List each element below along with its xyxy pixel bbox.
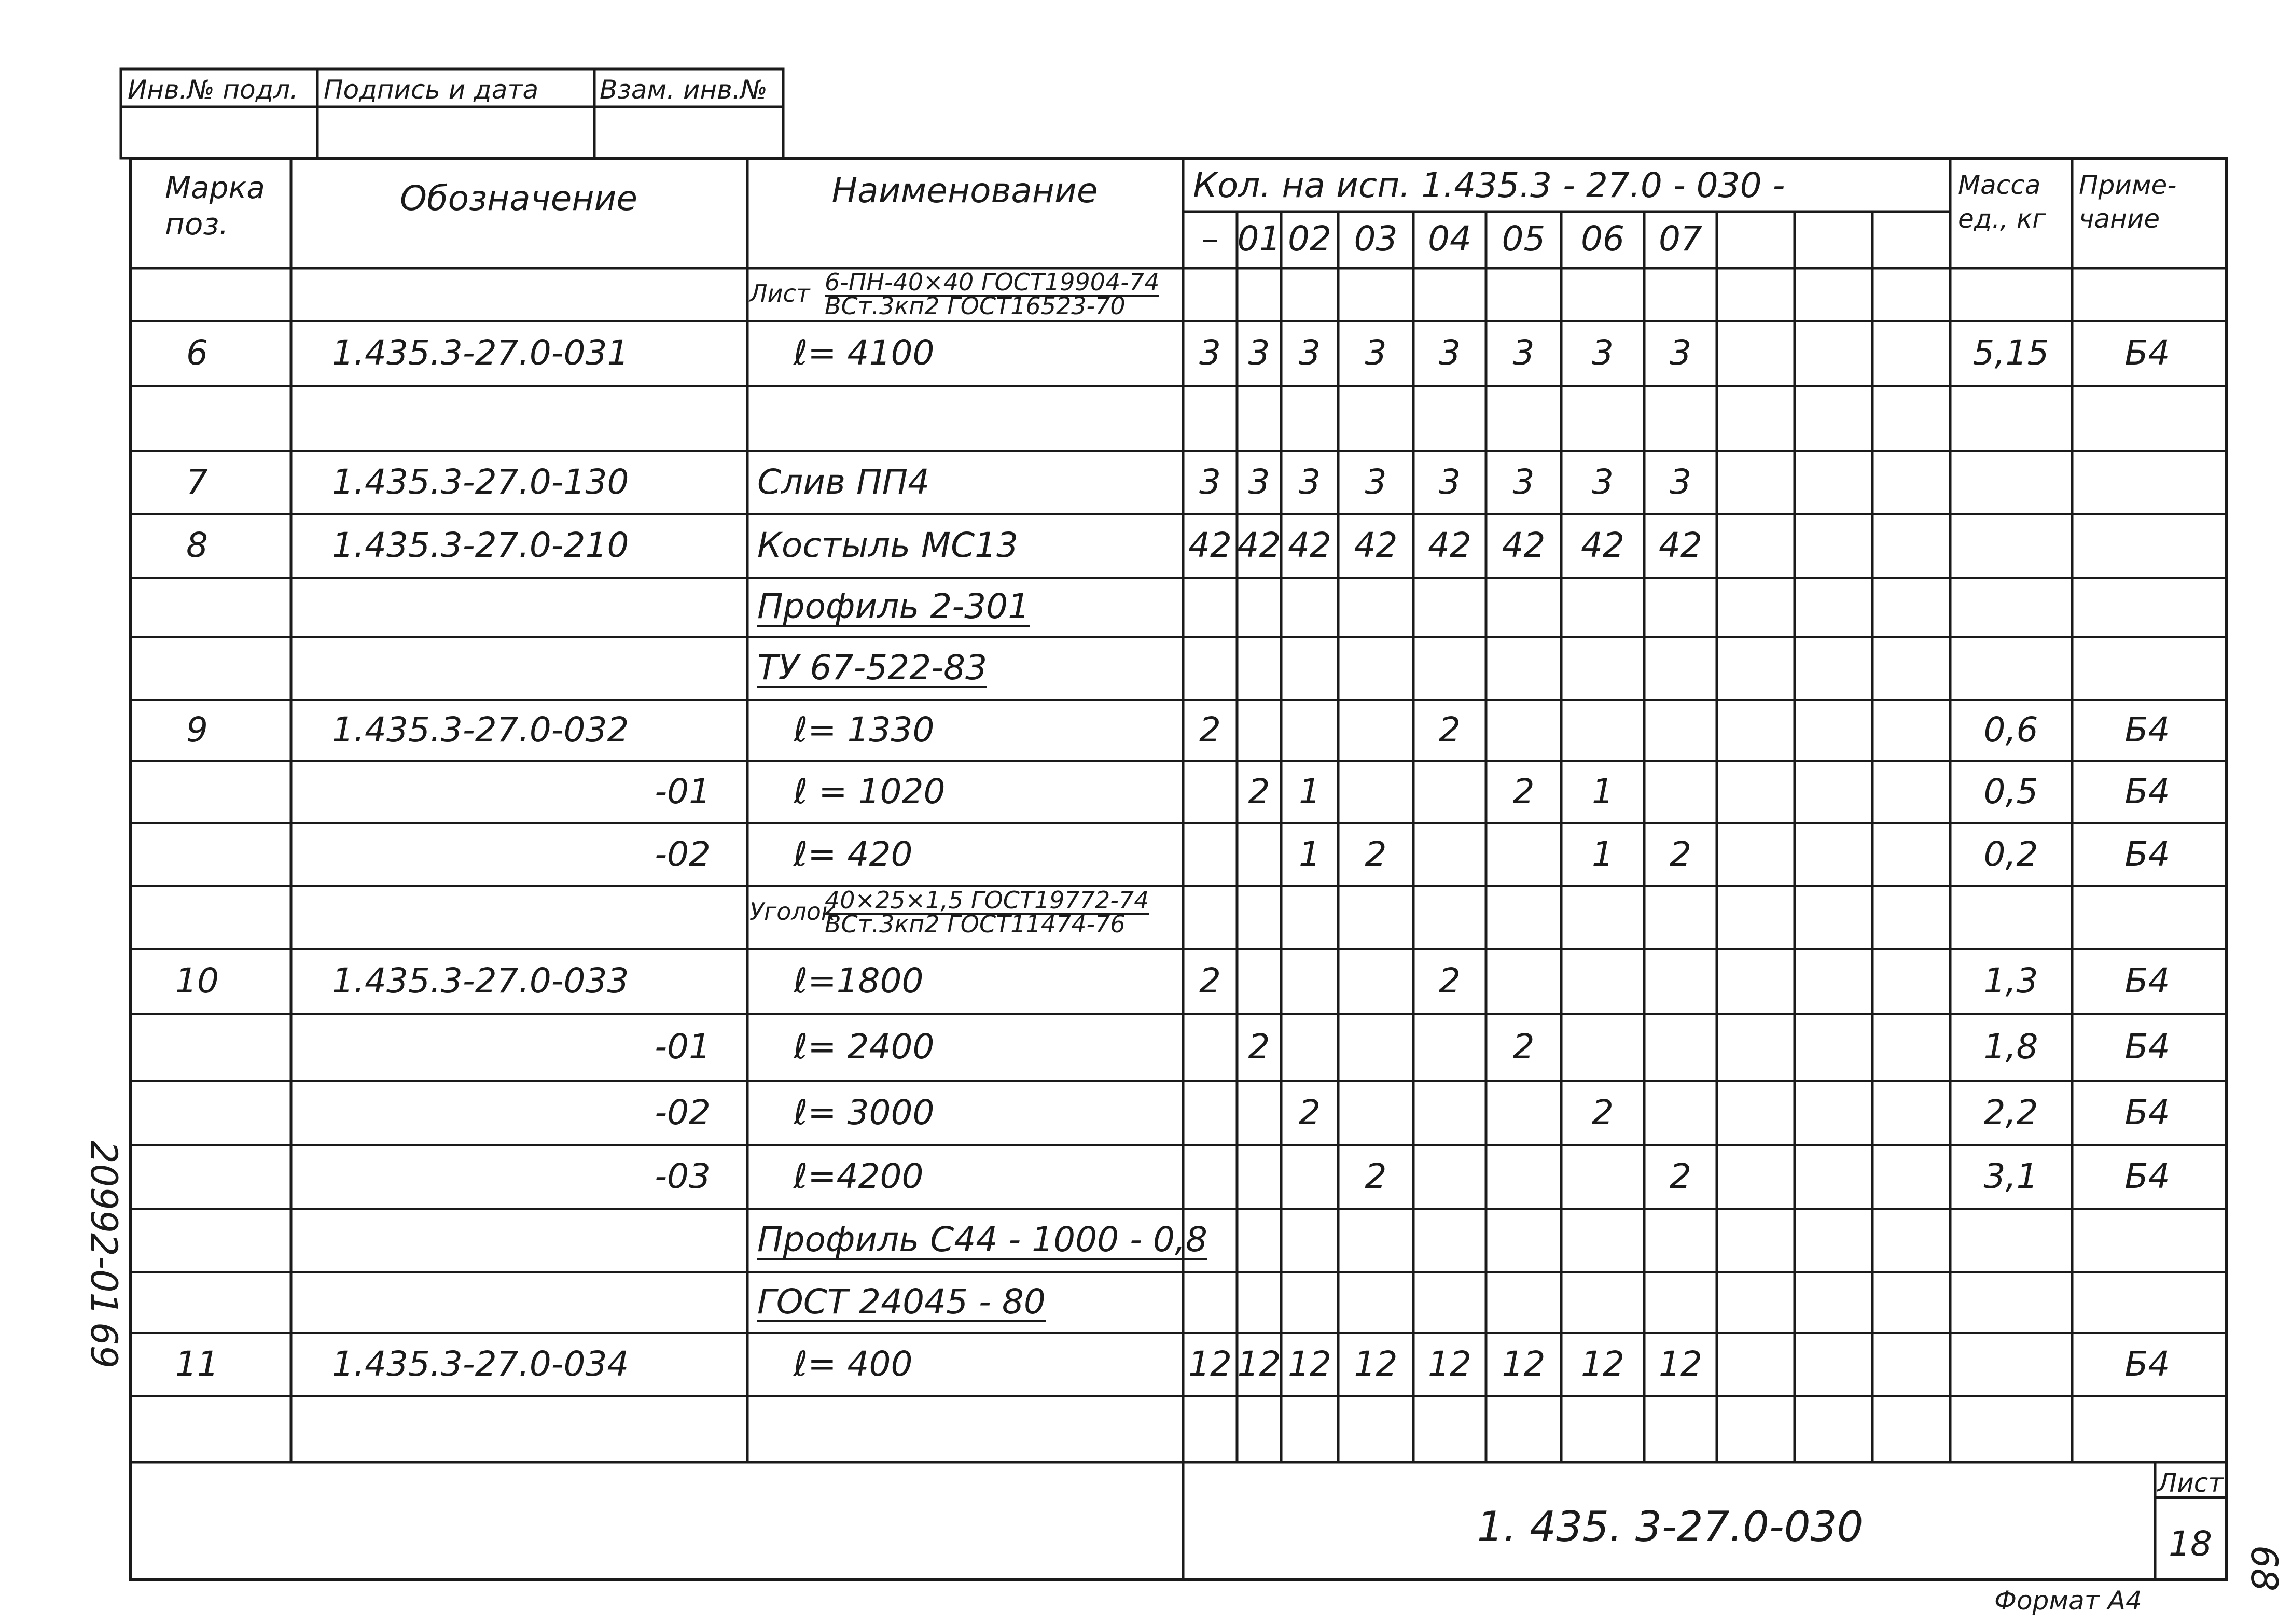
cell-qty: 42 <box>1502 525 1546 565</box>
cell-qty: 42 <box>1428 525 1471 565</box>
cell-mass: 0,5 <box>1983 772 2038 811</box>
variant-header: 07 <box>1659 219 1702 259</box>
cell-qty: 3 <box>1670 333 1691 373</box>
header-designation: Обозначение <box>400 178 637 218</box>
cell-qty: 2 <box>1248 1027 1270 1067</box>
cell-qty: 12 <box>1288 1343 1331 1384</box>
cell-note: Б4 <box>2124 1156 2170 1196</box>
cell-designation: 1.435.3-27.0-130 <box>332 461 629 502</box>
cell-qty: 3 <box>1365 461 1387 502</box>
cell-qty: 3 <box>1512 461 1535 502</box>
cell-name: ℓ= 4100 <box>794 333 935 373</box>
cell-note: Б4 <box>2124 1343 2170 1384</box>
cell-name: Слив ПП4 <box>757 461 930 502</box>
cell-name: ℓ= 420 <box>794 834 913 874</box>
header-note: Приме- чание <box>2079 170 2177 234</box>
header-mass: Масса ед., кг <box>1958 170 2046 234</box>
cell-designation: 1.435.3-27.0-032 <box>332 710 629 750</box>
cell-designation: -03 <box>655 1156 711 1196</box>
cell-mass: 3,1 <box>1983 1156 2038 1196</box>
cell-qty: 2 <box>1512 1027 1535 1067</box>
cell-qty: 3 <box>1299 333 1321 373</box>
cell-designation: 1.435.3-27.0-031 <box>332 333 629 373</box>
cell-mass: 0,6 <box>1983 710 2038 750</box>
cell-material-prefix: Уголок <box>749 898 836 926</box>
cell-name: ℓ= 1330 <box>794 710 935 750</box>
variant-header: 05 <box>1502 219 1546 259</box>
cell-qty: 3 <box>1199 333 1221 373</box>
cell-position: 8 <box>186 525 208 565</box>
cell-designation: -02 <box>655 1093 711 1132</box>
variant-header: 02 <box>1288 219 1331 259</box>
variant-header: 04 <box>1428 219 1471 259</box>
variant-header: 06 <box>1581 219 1624 259</box>
cell-designation: -01 <box>655 772 711 811</box>
side-number: 20992-01 <box>82 1141 125 1316</box>
side-page-number: 69 <box>82 1322 125 1369</box>
stamp-inv2-label: Взам. инв.№ <box>600 75 768 105</box>
cell-material-line1: 40×25×1,5 ГОСТ19772-74 <box>825 886 1149 914</box>
sheet-number: 18 <box>2169 1524 2212 1564</box>
cell-qty: 2 <box>1299 1093 1321 1132</box>
cell-qty: 3 <box>1439 461 1461 502</box>
cell-material-line1: 6-ПН-40×40 ГОСТ19904-74 <box>825 268 1160 296</box>
header-name: Наименование <box>831 171 1098 211</box>
cell-qty: 3 <box>1299 461 1321 502</box>
cell-qty: 3 <box>1670 461 1691 502</box>
cell-note: Б4 <box>2124 1027 2170 1067</box>
cell-position: 7 <box>186 461 208 502</box>
cell-qty: 1 <box>1592 772 1614 811</box>
cell-qty: 3 <box>1365 333 1387 373</box>
cell-qty: 2 <box>1365 834 1387 874</box>
cell-name: ГОСТ 24045 - 80 <box>757 1282 1046 1322</box>
cell-qty: 1 <box>1299 834 1321 874</box>
cell-note: Б4 <box>2124 710 2170 750</box>
cell-qty: 42 <box>1581 525 1624 565</box>
cell-name: Профиль С44 - 1000 - 0,8 <box>757 1220 1207 1259</box>
cell-position: 9 <box>186 710 208 750</box>
variant-header: 03 <box>1354 219 1398 259</box>
header-mark: Марка поз. <box>165 170 265 242</box>
cell-qty: 12 <box>1502 1343 1546 1384</box>
cell-qty: 12 <box>1237 1343 1281 1384</box>
cell-qty: 3 <box>1248 333 1270 373</box>
cell-designation: 1.435.3-27.0-210 <box>332 525 629 565</box>
cell-qty: 12 <box>1428 1343 1471 1384</box>
cell-qty: 42 <box>1354 525 1398 565</box>
sheet-label: Лист <box>2157 1468 2224 1498</box>
cell-name: ТУ 67-522-83 <box>757 648 988 688</box>
cell-position: 10 <box>175 960 219 1001</box>
cell-material-line2: ВСт.3кп2 ГОСТ16523-70 <box>825 292 1126 320</box>
cell-qty: 2 <box>1365 1156 1387 1196</box>
format-label: Формат А4 <box>1994 1586 2142 1616</box>
cell-designation: 1.435.3-27.0-034 <box>332 1343 629 1384</box>
cell-qty: 42 <box>1659 525 1702 565</box>
cell-material-prefix: Лист <box>749 279 810 307</box>
cell-qty: 12 <box>1354 1343 1398 1384</box>
cell-name: Костыль МС13 <box>757 525 1019 565</box>
title-designation: 1. 435. 3-27.0-030 <box>1477 1503 1864 1551</box>
cell-name: ℓ= 2400 <box>794 1027 935 1067</box>
cell-qty: 2 <box>1670 1156 1691 1196</box>
cell-qty: 42 <box>1188 525 1232 565</box>
cell-qty: 2 <box>1439 710 1461 750</box>
stamp-inv-label: Инв.№ подл. <box>128 75 299 105</box>
cell-qty: 12 <box>1659 1343 1702 1384</box>
cell-qty: 3 <box>1199 461 1221 502</box>
cell-designation: -01 <box>655 1027 711 1067</box>
variant-header: 01 <box>1237 219 1281 259</box>
cell-qty: 1 <box>1592 834 1614 874</box>
cell-note: Б4 <box>2124 772 2170 811</box>
cell-name: ℓ= 400 <box>794 1343 913 1384</box>
cell-qty: 3 <box>1439 333 1461 373</box>
cell-qty: 42 <box>1237 525 1281 565</box>
cell-qty: 2 <box>1670 834 1691 874</box>
stamp-sign-label: Подпись и дата <box>324 75 539 105</box>
cell-mass: 5,15 <box>1972 333 2049 373</box>
variant-header: – <box>1201 219 1219 259</box>
cell-note: Б4 <box>2124 333 2170 373</box>
cell-note: Б4 <box>2124 960 2170 1001</box>
cell-qty: 3 <box>1248 461 1270 502</box>
cell-designation: -02 <box>655 834 711 874</box>
cell-qty: 12 <box>1581 1343 1624 1384</box>
cell-qty: 2 <box>1199 710 1221 750</box>
cell-name: ℓ = 1020 <box>794 772 946 811</box>
cell-qty: 42 <box>1288 525 1331 565</box>
cell-qty: 2 <box>1592 1093 1614 1132</box>
cell-qty: 3 <box>1592 461 1614 502</box>
cell-designation: 1.435.3-27.0-033 <box>332 960 629 1001</box>
cell-mass: 1,8 <box>1983 1027 2038 1067</box>
cell-qty: 2 <box>1199 960 1221 1001</box>
cell-name: Профиль 2-301 <box>757 586 1030 626</box>
cell-name: ℓ= 3000 <box>794 1093 935 1132</box>
cell-material-line2: ВСт.3кп2 ГОСТ11474-76 <box>825 910 1126 938</box>
cell-qty: 2 <box>1439 960 1461 1001</box>
cell-mass: 0,2 <box>1983 834 2038 874</box>
header-qty-title: Кол. на исп. 1.435.3 - 27.0 - 030 - <box>1193 165 1785 205</box>
cell-qty: 3 <box>1512 333 1535 373</box>
cell-mass: 1,3 <box>1983 960 2038 1001</box>
cell-position: 6 <box>186 333 208 373</box>
cell-qty: 12 <box>1188 1343 1232 1384</box>
cell-qty: 3 <box>1592 333 1614 373</box>
cell-qty: 2 <box>1248 772 1270 811</box>
cell-mass: 2,2 <box>1983 1093 2038 1132</box>
cell-qty: 2 <box>1512 772 1535 811</box>
corner-page-number: 68 <box>2243 1545 2285 1592</box>
cell-position: 11 <box>175 1343 219 1384</box>
cell-name: ℓ=1800 <box>794 960 924 1001</box>
cell-note: Б4 <box>2124 834 2170 874</box>
cell-note: Б4 <box>2124 1093 2170 1132</box>
cell-name: ℓ=4200 <box>794 1156 924 1196</box>
cell-qty: 1 <box>1299 772 1321 811</box>
